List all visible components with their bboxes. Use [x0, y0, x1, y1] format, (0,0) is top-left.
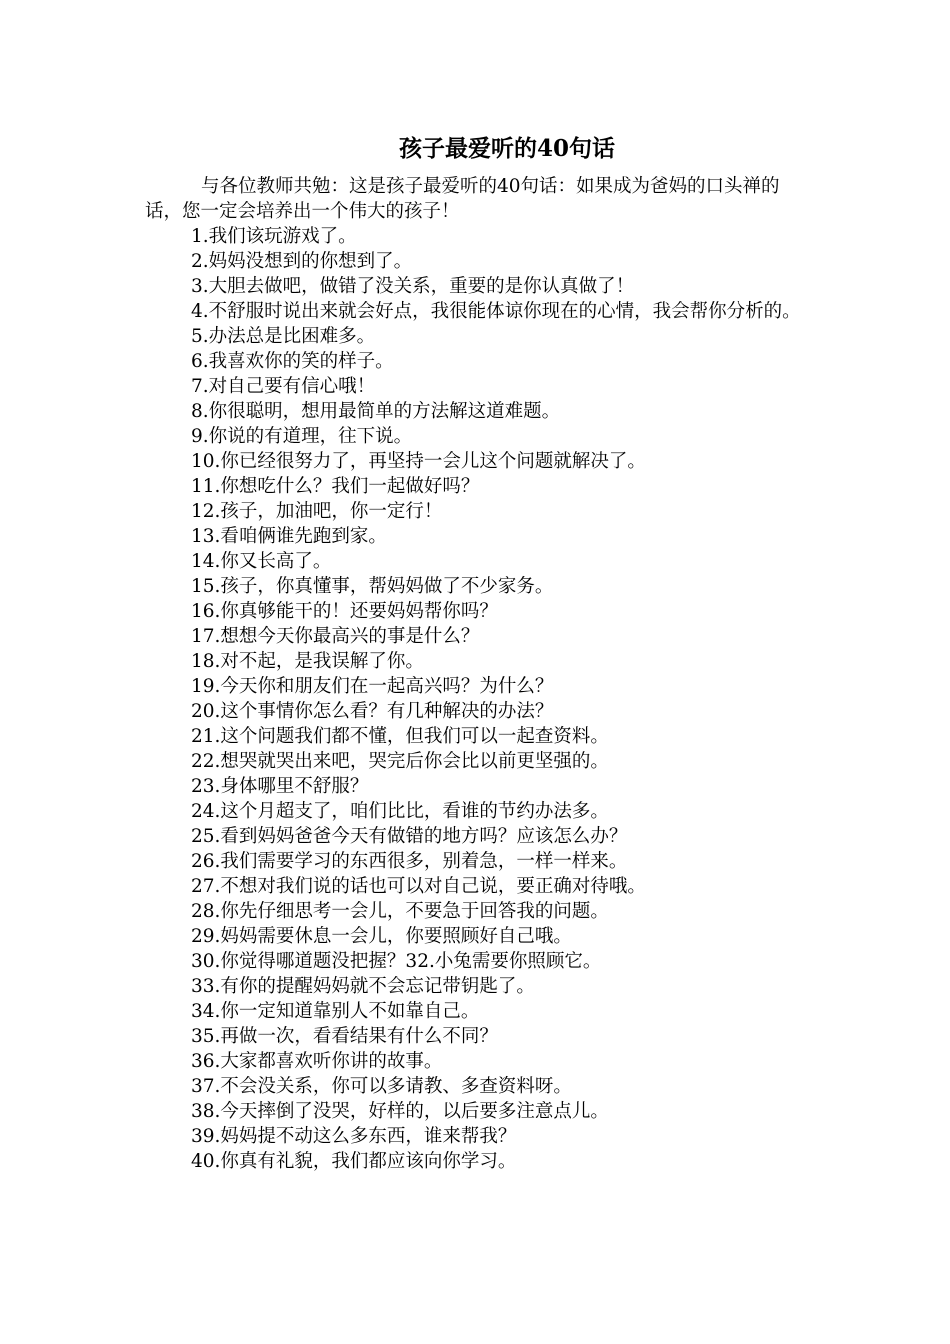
list-item: 8.你很聪明，想用最简单的方法解这道难题。	[191, 401, 561, 422]
list-item: 11.你想吃什么？我们一起做好吗？	[191, 476, 480, 497]
list-item: 28.你先仔细思考一会儿，不要急于回答我的问题。	[191, 901, 609, 922]
list-item: 2.妈妈没想到的你想到了。	[191, 251, 413, 272]
list-item: 19.今天你和朋友们在一起高兴吗？为什么？	[191, 676, 554, 697]
list-item: 38.今天摔倒了没哭，好样的，以后要多注意点儿。	[191, 1101, 609, 1122]
list-item: 23.身体哪里不舒服？	[191, 776, 369, 797]
list-item: 16.你真够能干的！还要妈妈帮你吗？	[191, 601, 498, 622]
list-item: 10.你已经很努力了，再坚持一会儿这个问题就解决了。	[191, 451, 646, 472]
list-item: 12.孩子，加油吧，你一定行！	[191, 501, 443, 522]
page-title: 孩子最爱听的40句话	[398, 135, 615, 162]
list-item: 3.大胆去做吧，做错了没关系，重要的是你认真做了！	[191, 276, 635, 297]
list-item: 4.不舒服时说出来就会好点，我很能体谅你现在的心情，我会帮你分析的。	[191, 301, 801, 322]
list-item: 5.办法总是比困难多。	[191, 326, 376, 347]
list-item: 36.大家都喜欢听你讲的故事。	[191, 1051, 443, 1072]
list-item: 30.你觉得哪道题没把握？32.小兔需要你照顾它。	[191, 951, 602, 972]
list-item: 40.你真有礼貌，我们都应该向你学习。	[191, 1151, 517, 1172]
list-item: 22.想哭就哭出来吧，哭完后你会比以前更坚强的。	[191, 751, 609, 772]
list-item: 14.你又长高了。	[191, 551, 332, 572]
list-item: 7.对自己要有信心哦！	[191, 376, 376, 397]
list-item: 39.妈妈提不动这么多东西，谁来帮我？	[191, 1126, 517, 1147]
list-item: 13.看咱俩谁先跑到家。	[191, 526, 387, 547]
list-item: 21.这个问题我们都不懂，但我们可以一起查资料。	[191, 726, 609, 747]
list-item: 25.看到妈妈爸爸今天有做错的地方吗？应该怎么办？	[191, 826, 628, 847]
list-item: 35.再做一次，看看结果有什么不同？	[191, 1026, 498, 1047]
list-item: 37.不会没关系，你可以多请教、多查资料呀。	[191, 1076, 572, 1097]
list-item: 26.我们需要学习的东西很多，别着急，一样一样来。	[191, 851, 628, 872]
list-item: 1.我们该玩游戏了。	[191, 226, 357, 247]
list-item: 24.这个月超支了，咱们比比，看谁的节约办法多。	[191, 801, 609, 822]
list-item: 18.对不起，是我误解了你。	[191, 651, 424, 672]
intro-paragraph: 与各位教师共勉：这是孩子最爱听的40句话：如果成为爸妈的口头禅的话，您一定会培养出一个伟大的孩子！	[145, 176, 780, 222]
document-body	[145, 174, 815, 1174]
list-item: 20.这个事情你怎么看？有几种解决的办法？	[191, 701, 554, 722]
list-item: 27.不想对我们说的话也可以对自己说，要正确对待哦。	[191, 876, 646, 897]
list-item: 34.你一定知道靠别人不如靠自己。	[191, 1001, 480, 1022]
list-item: 6.我喜欢你的笑的样子。	[191, 351, 394, 372]
list-item: 17.想想今天你最高兴的事是什么？	[191, 626, 480, 647]
list-item: 15.孩子，你真懂事，帮妈妈做了不少家务。	[191, 576, 554, 597]
list-item: 29.妈妈需要休息一会儿，你要照顾好自己哦。	[191, 926, 572, 947]
list-item: 9.你说的有道理，往下说。	[191, 426, 413, 447]
list-item: 33.有你的提醒妈妈就不会忘记带钥匙了。	[191, 976, 535, 997]
